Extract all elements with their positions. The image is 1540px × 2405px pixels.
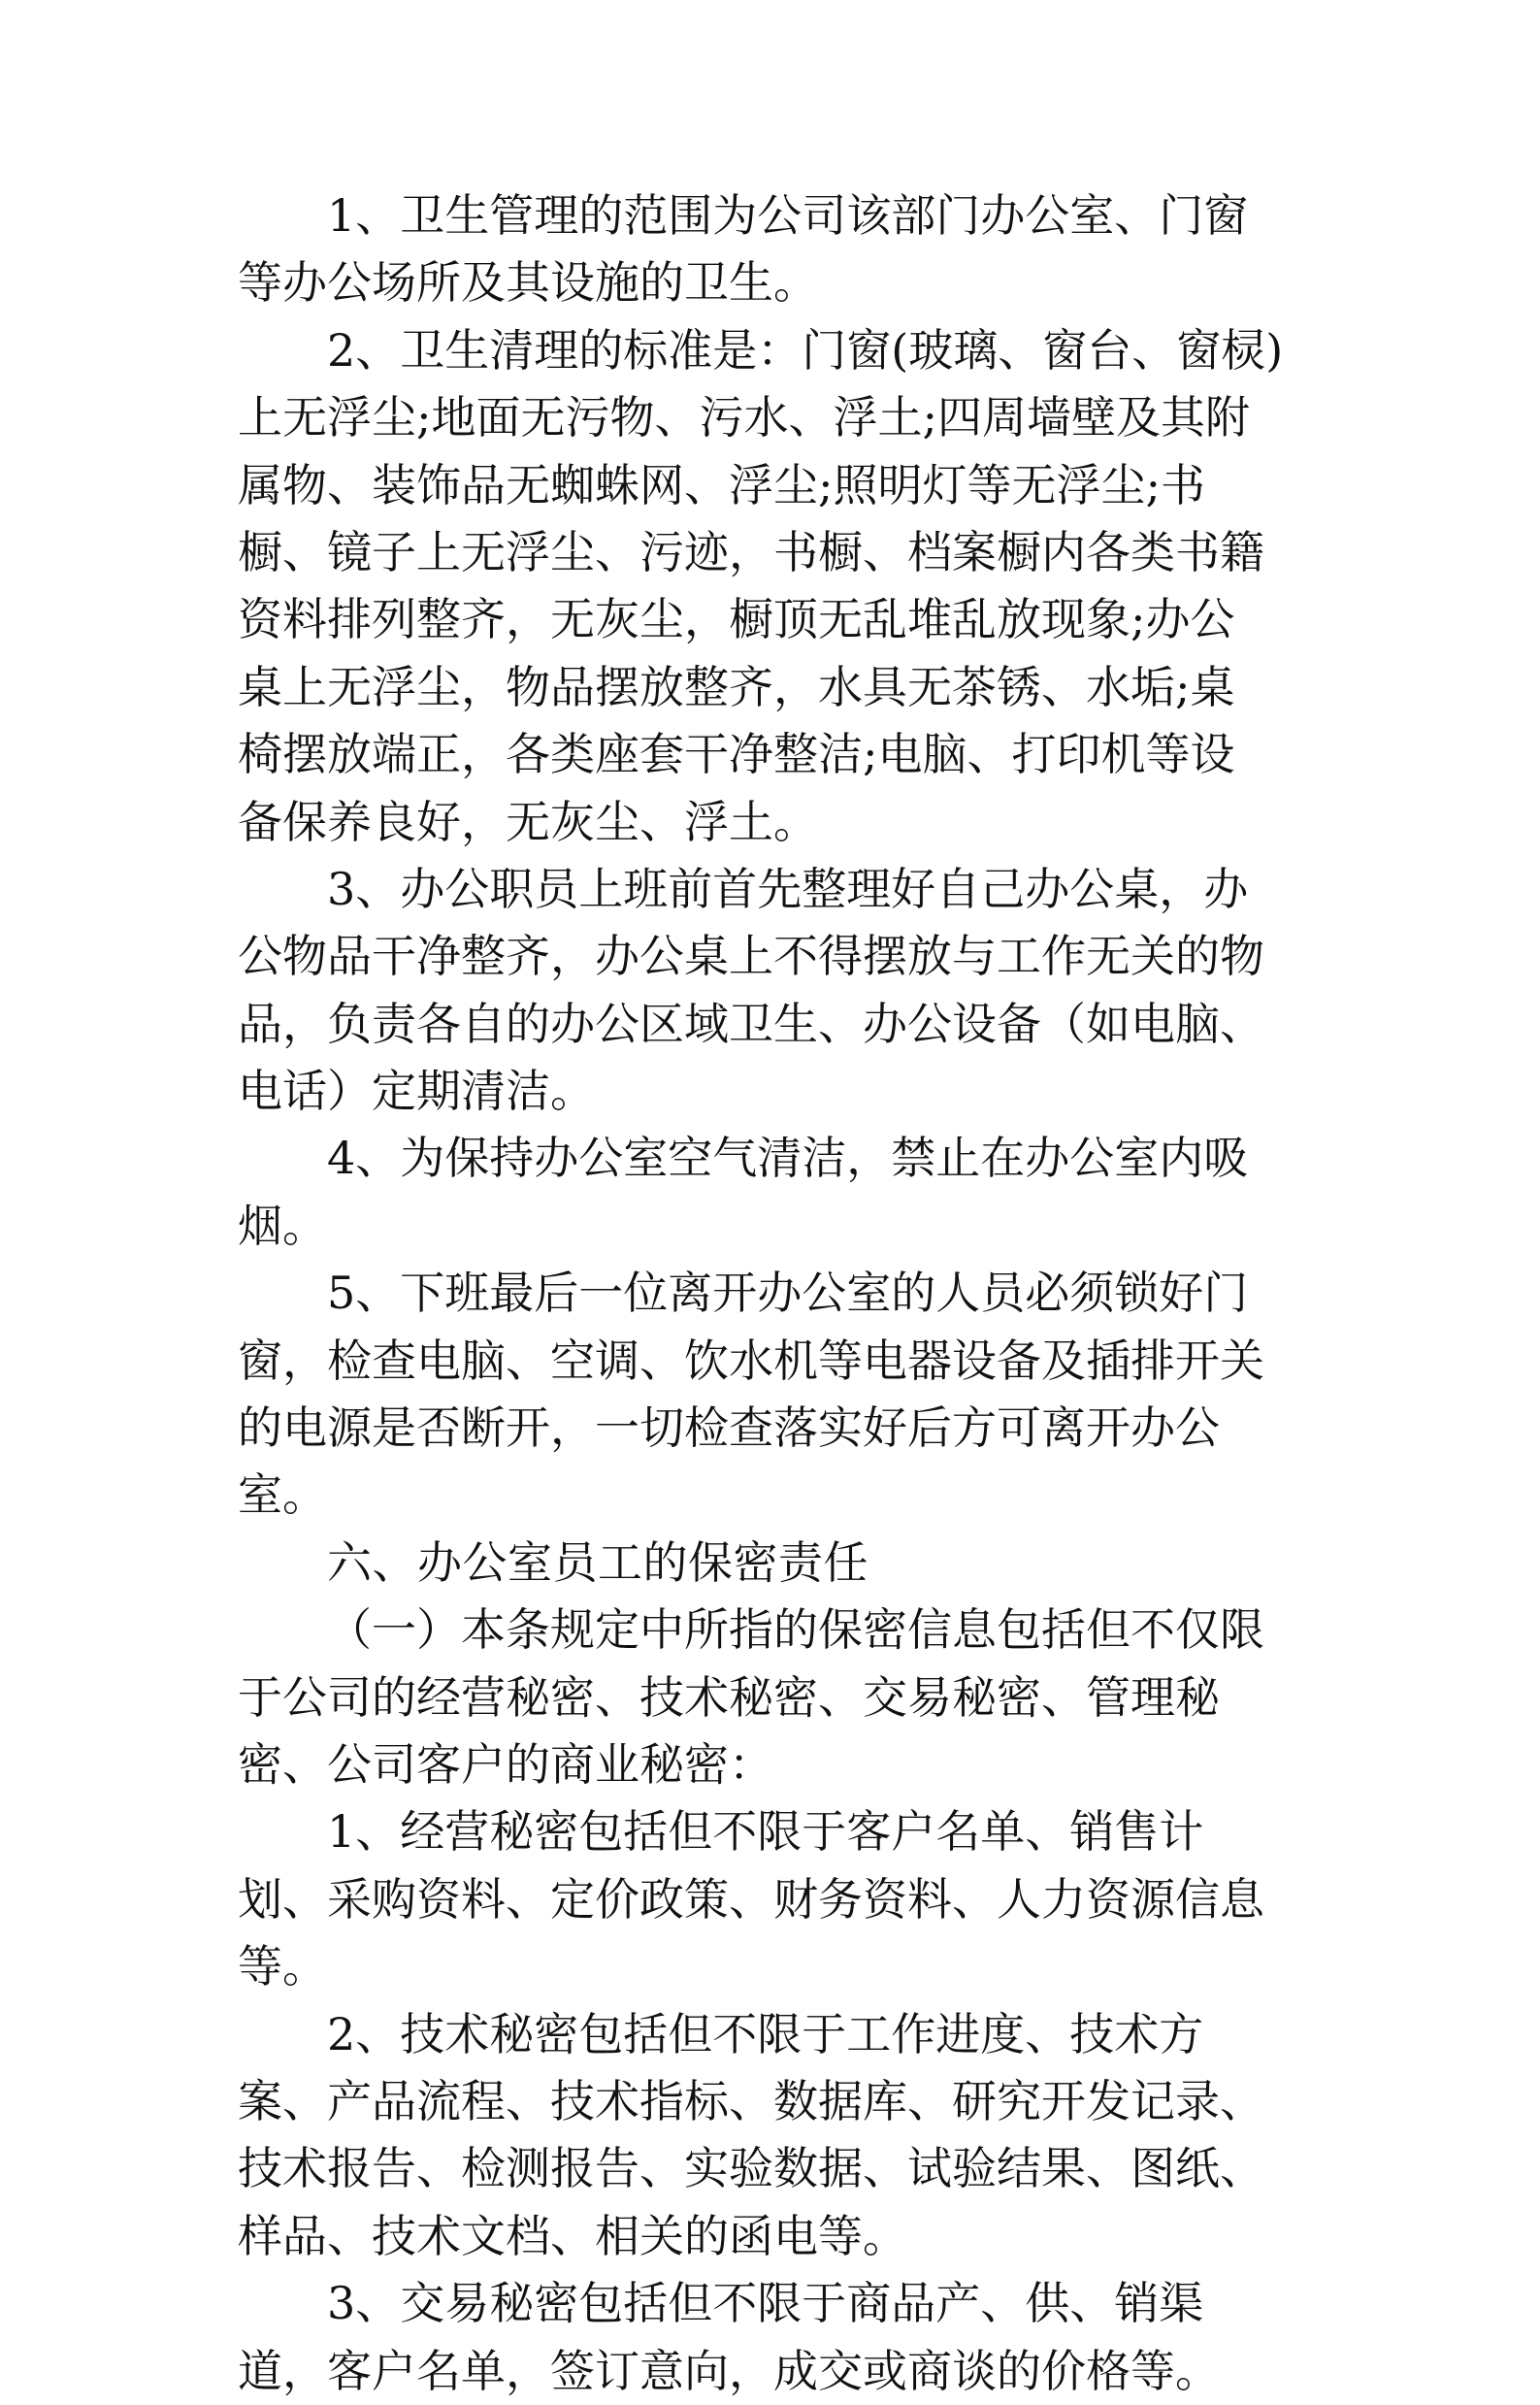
paragraph-line: 2、技术秘密包括但不限于工作进度、技术方: [327, 2007, 1204, 2060]
paragraph-line: 1、卫生管理的范围为公司该部门办公室、门窗: [327, 189, 1249, 242]
paragraph-line: 桌上无浮尘，物品摆放整齐，水具无茶锈、水垢;桌: [238, 660, 1235, 713]
paragraph-line: 的电源是否断开，一切检查落实好后方可离开办公: [238, 1401, 1220, 1455]
paragraph-line: 电话）定期清洁。: [238, 1065, 595, 1118]
paragraph-line: 2、卫生清理的标准是：门窗(玻璃、窗台、窗棂): [327, 323, 1284, 377]
paragraph-line: 5、下班最后一位离开办公室的人员必须锁好门: [327, 1267, 1249, 1320]
paragraph-line: 于公司的经营秘密、技术秘密、交易秘密、管理秘: [238, 1670, 1220, 1724]
paragraph-line: 烟。: [238, 1199, 327, 1252]
paragraph-line: 橱、镜子上无浮尘、污迹，书橱、档案橱内各类书籍: [238, 525, 1264, 578]
document-body: [238, 182, 1315, 2405]
paragraph-line: 等。: [238, 1940, 327, 1993]
paragraph-line: 上无浮尘;地面无污物、污水、浮土;四周墙壁及其附: [238, 391, 1250, 445]
paragraph-line: 窗，检查电脑、空调、饮水机等电器设备及插排开关: [238, 1334, 1264, 1387]
paragraph-line: 属物、装饰品无蜘蛛网、浮尘;照明灯等无浮尘;书: [238, 458, 1205, 511]
paragraph-line: 品，负责各自的办公区域卫生、办公设备（如电脑、: [238, 997, 1264, 1050]
paragraph-line: 案、产品流程、技术指标、数据库、研究开发记录、: [238, 2074, 1264, 2127]
paragraph-line: 样品、技术文档、相关的函电等。: [238, 2209, 907, 2262]
paragraph-line: （一）本条规定中所指的保密信息包括但不仅限: [327, 1603, 1264, 1657]
paragraph-line: 备保养良好，无灰尘、浮土。: [238, 795, 818, 848]
paragraph-line: 1、经营秘密包括但不限于客户名单、销售计: [327, 1805, 1204, 1859]
paragraph-line: 3、交易秘密包括但不限于商品产、供、销渠: [327, 2277, 1204, 2330]
paragraph-line: 等办公场所及其设施的卫生。: [238, 256, 818, 310]
paragraph-line: 3、办公职员上班前首先整理好自己办公桌，办: [327, 862, 1249, 915]
paragraph-line: 4、为保持办公室空气清洁，禁止在办公室内吸: [327, 1132, 1249, 1185]
paragraph-line: 道，客户名单，签订意向，成交或商谈的价格等。: [238, 2344, 1220, 2397]
paragraph-line: 技术报告、检测报告、实验数据、试验结果、图纸、: [238, 2142, 1264, 2195]
paragraph-line: 室。: [238, 1468, 327, 1522]
section-heading: 六、办公室员工的保密责任: [327, 1535, 868, 1589]
paragraph-line: 公物品干净整齐，办公桌上不得摆放与工作无关的物: [238, 930, 1264, 983]
paragraph-line: 资料排列整齐，无灰尘，橱顶无乱堆乱放现象;办公: [238, 593, 1235, 646]
paragraph-line: 椅摆放端正，各类座套干净整洁;电脑、打印机等设: [238, 728, 1235, 781]
paragraph-line: 密、公司客户的商业秘密：: [238, 1737, 773, 1791]
paragraph-line: 划、采购资料、定价政策、财务资料、人力资源信息: [238, 1872, 1264, 1926]
